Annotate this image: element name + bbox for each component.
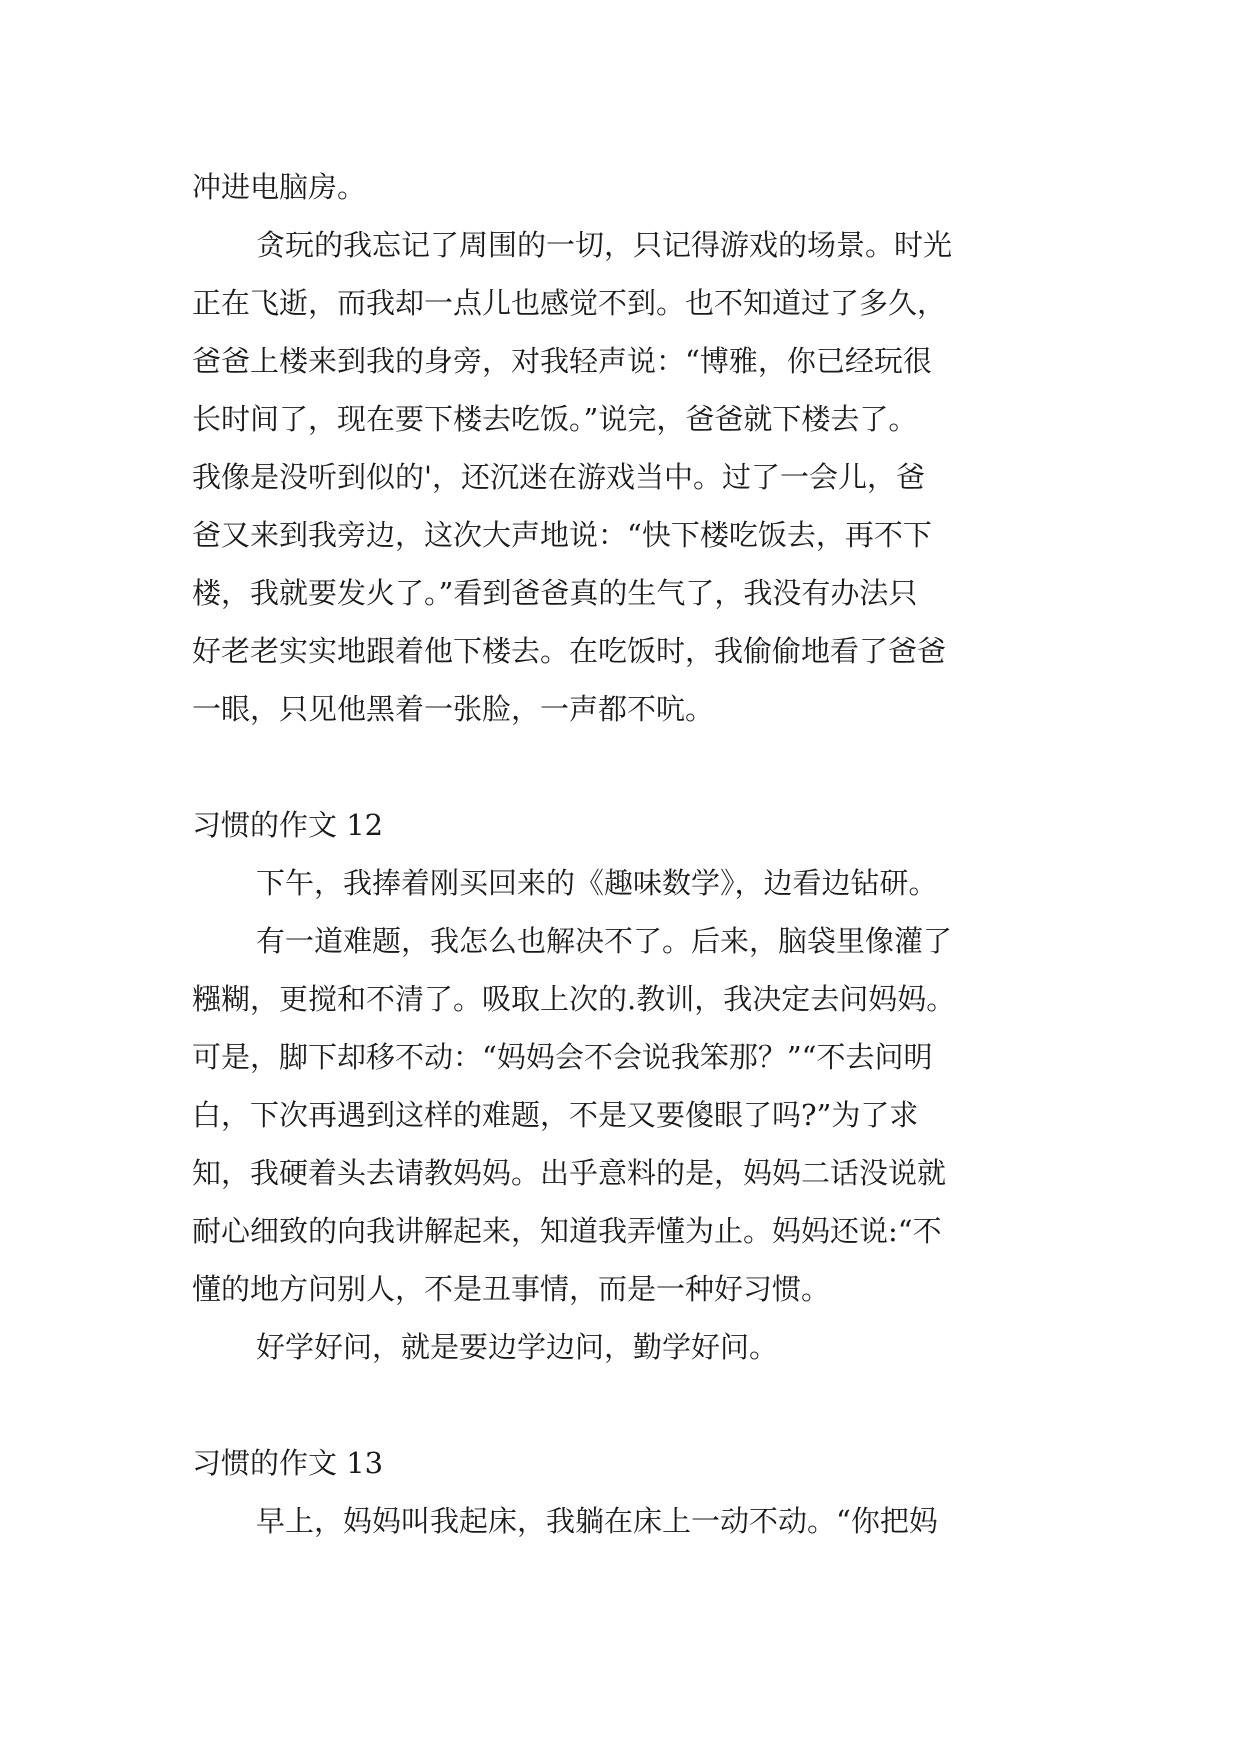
paragraph-line: 一眼，只见他黑着一张脸，一声都不吭。	[192, 692, 715, 726]
paragraph-line: 白，下次再遇到这样的难题，不是又要傻眼了吗?”为了求	[192, 1098, 919, 1132]
paragraph-line: 下午，我捧着刚买回来的《趣味数学》，边看边钻研。	[256, 866, 938, 900]
paragraph-line: 糨糊，更搅和不清了。吸取上次的.教训，我决定去问妈妈。	[192, 982, 956, 1016]
paragraph-line: 耐心细致的向我讲解起来，知道我弄懂为止。妈妈还说:“不	[192, 1214, 942, 1248]
paragraph-line: 懂的地方问别人，不是丑事情，而是一种好习惯。	[192, 1272, 831, 1306]
document-body	[192, 158, 1052, 1550]
paragraph-line: 爸爸上楼来到我的身旁，对我轻声说：“博雅，你已经玩很	[192, 344, 932, 378]
paragraph-line: 好老老实实地跟着他下楼去。在吃饭时，我偷偷地看了爸爸	[192, 634, 947, 668]
paragraph-line: 好学好问，就是要边学边问，勤学好问。	[256, 1330, 779, 1364]
paragraph-line: 早上，妈妈叫我起床，我躺在床上一动不动。“你把妈	[256, 1504, 938, 1538]
section-gap	[192, 1376, 1052, 1434]
section-gap	[192, 738, 1052, 796]
paragraph-line: 冲进电脑房。	[192, 170, 367, 204]
paragraph-line: 知，我硬着头去请教妈妈。出乎意料的是，妈妈二话没说就	[192, 1156, 947, 1190]
paragraph-line: 有一道难题，我怎么也解决不了。后来，脑袋里像灌了	[256, 924, 953, 958]
section-title: 习惯的作文 12	[192, 808, 384, 842]
paragraph-line: 我像是没听到似的'，还沉迷在游戏当中。过了一会儿，爸	[192, 460, 925, 494]
section-title: 习惯的作文 13	[192, 1446, 384, 1480]
paragraph-line: 正在飞逝，而我却一点儿也感觉不到。也不知道过了多久，	[192, 286, 947, 320]
paragraph-line: 可是，脚下却移不动：“妈妈会不会说我笨那？”“不去问明	[192, 1040, 933, 1074]
paragraph-line: 爸又来到我旁边，这次大声地说：“快下楼吃饭去，再不下	[192, 518, 932, 552]
paragraph-line: 楼，我就要发火了。”看到爸爸真的生气了，我没有办法只	[192, 576, 918, 610]
paragraph-line: 贪玩的我忘记了周围的一切，只记得游戏的场景。时光	[256, 228, 953, 262]
paragraph-line: 长时间了，现在要下楼去吃饭。”说完，爸爸就下楼去了。	[192, 402, 918, 436]
